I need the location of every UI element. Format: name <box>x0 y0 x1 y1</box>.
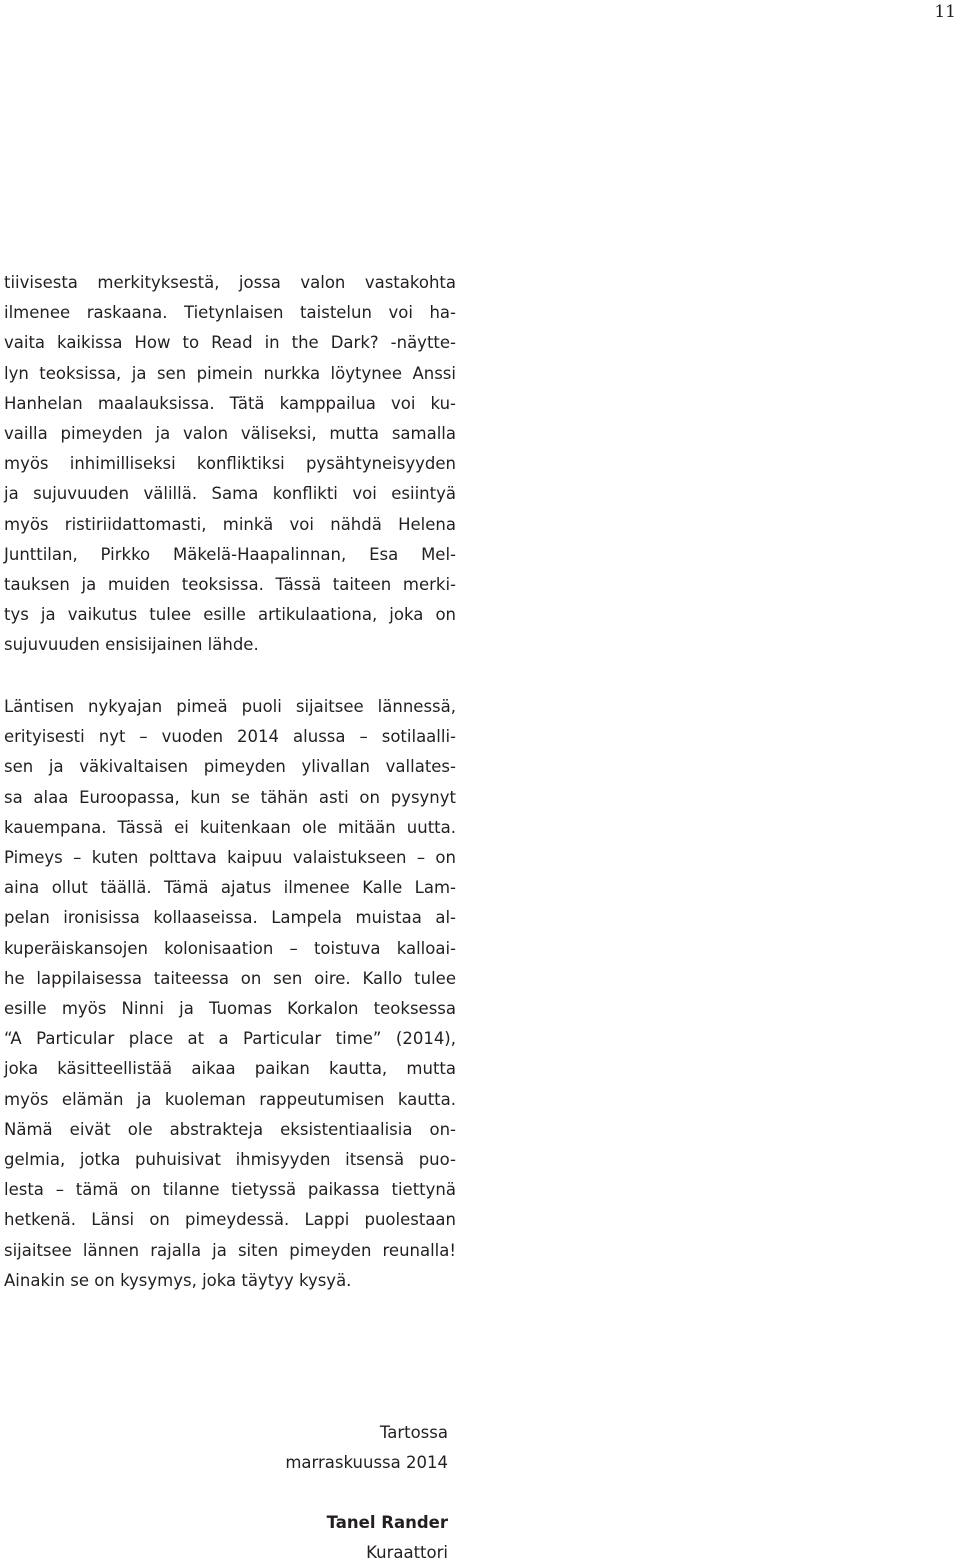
text-line: Hanhelan maalauksissa. Tätä kamppailua voi ku- <box>4 393 456 413</box>
text-line: joka käsitteellistää aikaa paikan kautta, mutta <box>4 1059 456 1079</box>
text-line: myös ristiriidattomasti, minkä voi nähdä Helena <box>4 514 456 534</box>
text-line: sa alaa Euroopassa, kun se tähän asti on pysynyt <box>4 787 456 807</box>
text-line: ja sujuvuuden välillä. Sama konflikti voi esiintyä <box>4 484 456 504</box>
text-line: erityisesti nyt – vuoden 2014 alussa – sotilaalli- <box>4 727 456 747</box>
author-name: Tanel Rander <box>326 1513 448 1532</box>
text-line: esille myös Ninni ja Tuomas Korkalon teoksessa <box>4 999 456 1019</box>
body-paragraph-2 <box>4 692 456 1296</box>
text-line: tys ja vaikutus tulee esille artikulaationa, joka on <box>4 605 456 625</box>
text-line: kuperäiskansojen kolonisaation – toistuva kalloai- <box>4 938 456 958</box>
text-line: he lappilaisessa taiteessa on sen oire. Kallo tulee <box>4 968 456 988</box>
text-line: gelmia, jotka puhuisivat ihmisyyden itsensä puo- <box>4 1150 456 1170</box>
text-line: aina ollut täällä. Tämä ajatus ilmenee Kalle Lam- <box>4 878 456 898</box>
text-line: Läntisen nykyajan pimeä puoli sijaitsee lännessä, <box>4 697 456 716</box>
text-line: Junttilan, Pirkko Mäkelä-Haapalinnan, Esa Mel- <box>4 544 456 564</box>
text-line: vaita kaikissa How to Read in the Dark? -näytte- <box>4 333 456 353</box>
text-line: ilmenee raskaana. Tietynlaisen taistelun voi ha- <box>4 303 456 323</box>
text-line: lyn teoksissa, ja sen pimein nurkka löytynee Anssi <box>4 363 456 383</box>
text-line: Pimeys – kuten polttava kaipuu valaistukseen – on <box>4 848 456 868</box>
text-line: tiivisesta merkityksestä, jossa valon vastakohta <box>4 273 456 292</box>
text-line: myös inhimilliseksi konfliktiksi pysähtyneisyyden <box>4 454 456 474</box>
text-line: kauempana. Tässä ei kuitenkaan ole mitään uutta. <box>4 817 456 837</box>
text-line: vailla pimeyden ja valon väliseksi, mutta samalla <box>4 424 456 444</box>
page-number: 11 <box>934 2 956 22</box>
signoff-place-date <box>285 1418 448 1478</box>
text-line: sijaitsee lännen rajalla ja siten pimeyden reunalla! <box>4 1240 456 1260</box>
signoff-author <box>327 1508 448 1568</box>
text-line: tauksen ja muiden teoksissa. Tässä taiteen merki- <box>4 575 456 595</box>
text-line: hetkenä. Länsi on pimeydessä. Lappi puolestaan <box>4 1210 456 1230</box>
text-line: pelan ironisissa kollaaseissa. Lampela muistaa al- <box>4 908 456 928</box>
signoff-date: marraskuussa 2014 <box>285 1453 448 1472</box>
body-paragraph-1 <box>4 268 456 661</box>
text-line: sujuvuuden ensisijainen lähde. <box>4 635 259 655</box>
author-role: Kuraattori <box>366 1543 448 1562</box>
signoff-place: Tartossa <box>379 1423 448 1442</box>
text-line: Ainakin se on kysymys, joka täytyy kysyä. <box>4 1270 352 1290</box>
text-line: Nämä eivät ole abstrakteja eksistentiaalisia on- <box>4 1119 456 1139</box>
text-line: “A Particular place at a Particular time” (2014), <box>4 1029 456 1049</box>
text-line: lesta – tämä on tilanne tietyssä paikassa tiettynä <box>4 1180 456 1200</box>
text-line: myös elämän ja kuoleman rappeutumisen kautta. <box>4 1089 456 1109</box>
text-line: sen ja väkivaltaisen pimeyden ylivallan vallates- <box>4 757 456 777</box>
